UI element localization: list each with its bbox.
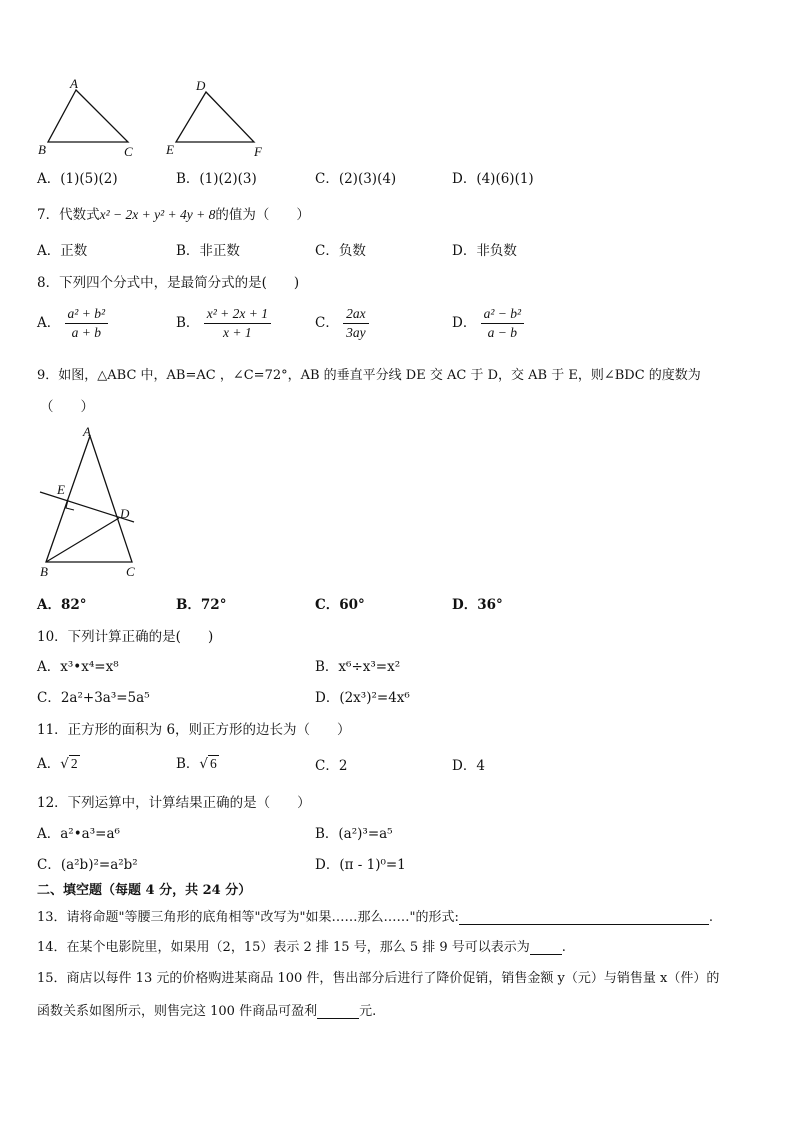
- q11-option-d[interactable]: D．4: [452, 758, 485, 774]
- q8-option-c[interactable]: [315, 305, 369, 342]
- similar-triangles-figure: [30, 76, 275, 160]
- q13-answer-blank[interactable]: [459, 924, 709, 925]
- q7-option-a[interactable]: A．正数: [37, 243, 88, 259]
- label-d: D: [196, 78, 206, 93]
- sqrt-sign-icon: √: [60, 756, 69, 772]
- q7-option-d[interactable]: D．非负数: [452, 243, 517, 259]
- q9-option-c[interactable]: C．60°: [315, 597, 365, 613]
- q8-option-a-label: A．: [37, 315, 61, 331]
- q13-stem: [37, 906, 713, 925]
- numerator: x² + 2x + 1: [204, 305, 271, 324]
- q8-option-a[interactable]: [37, 305, 108, 342]
- q9-paren: （ ）: [40, 399, 94, 415]
- q8-option-b[interactable]: [176, 305, 271, 342]
- q7-expression: x² − 2x + y² + 4y + 8: [99, 207, 216, 222]
- q15-stem-line1: 15．商店以每件 13 元的价格购进某商品 100 件，售出部分后进行了降价促销，销售金额 y（元）与销售量 x（件）的: [37, 971, 720, 986]
- numerator: 2ax: [343, 305, 369, 324]
- q9-option-d[interactable]: D．36°: [452, 597, 503, 613]
- q13-text: 13．请将命题"等腰三角形的底角相等"改写为"如果……那么……"的形式:: [37, 910, 459, 925]
- fig-label-b: B: [40, 564, 48, 579]
- q14-answer-blank[interactable]: [530, 954, 562, 955]
- numerator: a² + b²: [65, 305, 108, 324]
- q7-stem: [37, 203, 310, 223]
- q8-stem: 8．下列四个分式中，是最简分式的是( ): [37, 275, 300, 291]
- q15-text: 函数关系如图所示，则售完这 100 件商品可盈利: [37, 1004, 318, 1019]
- q9-stem: 9．如图，△ABC 中，AB=AC ，∠C=72°，AB 的垂直平分线 DE 交 AC 于 D，交 AB 于 E，则∠BDC 的度数为: [37, 368, 701, 383]
- q12-option-c[interactable]: C．(a²b)²=a²b²: [37, 857, 138, 873]
- section-title-fill-in: 二、填空题（每题 4 分，共 24 分）: [37, 883, 252, 898]
- radicand: 2: [70, 756, 78, 771]
- q8-option-d-fraction: [481, 305, 524, 342]
- triangle-abc: [48, 90, 128, 142]
- q12-option-d[interactable]: D．(π - 1)⁰=1: [315, 857, 406, 873]
- label-c: C: [124, 144, 133, 159]
- q8-option-d[interactable]: [452, 305, 524, 342]
- q15-stem-line2: [37, 1000, 376, 1019]
- q9-option-b[interactable]: B．72°: [176, 597, 227, 613]
- q8-option-c-fraction: [343, 305, 369, 342]
- q15-answer-blank[interactable]: [317, 1018, 359, 1019]
- q10-option-d[interactable]: D．(2x³)²=4x⁶: [315, 690, 410, 706]
- q6-option-d[interactable]: D．(4)(6)(1): [452, 171, 534, 187]
- q8-option-d-label: D．: [452, 315, 477, 331]
- label-a: A: [70, 76, 78, 91]
- q15-end: 元.: [359, 1004, 377, 1019]
- q6-option-a[interactable]: A．(1)(5)(2): [37, 171, 118, 187]
- fig-label-c: C: [126, 564, 135, 579]
- q6-option-b[interactable]: B．(1)(2)(3): [176, 171, 257, 187]
- q9-triangle-figure: [30, 424, 150, 580]
- q7-option-c[interactable]: C．负数: [315, 243, 366, 259]
- q12-option-b[interactable]: B．(a²)³=a⁵: [315, 826, 393, 842]
- denominator: a + b: [71, 325, 101, 340]
- q11-option-a[interactable]: [37, 752, 80, 772]
- q8-option-b-fraction: [204, 305, 271, 342]
- q14-stem: [37, 936, 566, 955]
- fig-label-e: E: [57, 482, 65, 497]
- q8-option-a-fraction: [65, 305, 108, 342]
- label-f: F: [254, 144, 262, 159]
- segment-bd: [46, 518, 119, 562]
- q10-stem: 10．下列计算正确的是( ): [37, 629, 214, 645]
- label-e: E: [166, 142, 174, 157]
- q6-option-c[interactable]: C．(2)(3)(4): [315, 171, 397, 187]
- q14-text: 14．在某个电影院里，如果用（2，15）表示 2 排 15 号，那么 5 排 9 号可以表示为: [37, 940, 530, 955]
- fig-label-a: A: [83, 424, 91, 439]
- q12-stem: 12．下列运算中，计算结果正确的是（ ）: [37, 795, 311, 811]
- q8-option-c-label: C．: [315, 315, 339, 331]
- q11-stem: 11．正方形的面积为 6，则正方形的边长为（ ）: [37, 722, 351, 738]
- q10-option-c[interactable]: C．2a²+3a³=5a⁵: [37, 690, 150, 706]
- q7-prefix: 7．代数式: [37, 207, 100, 223]
- numerator: a² − b²: [481, 305, 524, 324]
- label-b: B: [38, 142, 46, 157]
- q11-option-a-label: A．: [37, 756, 61, 772]
- q10-option-a[interactable]: A．x³•x⁴=x⁸: [37, 659, 119, 675]
- q14-end: .: [561, 940, 566, 955]
- triangle-abc-isosceles: [46, 436, 132, 562]
- fig-label-d: D: [120, 506, 130, 521]
- q11-option-b-label: B．: [176, 756, 200, 772]
- denominator: x + 1: [223, 325, 252, 340]
- denominator: a − b: [487, 325, 518, 340]
- q7-suffix: 的值为（ ）: [215, 207, 310, 223]
- sqrt-sign-icon: √: [199, 756, 209, 772]
- q10-option-b[interactable]: B．x⁶÷x³=x²: [315, 659, 401, 675]
- q13-end: .: [708, 910, 713, 925]
- radicand: 6: [210, 756, 217, 771]
- q9-option-a[interactable]: A．82°: [37, 597, 87, 613]
- q8-option-b-label: B．: [176, 315, 200, 331]
- q7-option-b[interactable]: B．非正数: [176, 243, 240, 259]
- denominator: 3ay: [346, 325, 366, 340]
- q12-option-a[interactable]: A．a²•a³=a⁶: [37, 826, 120, 842]
- triangle-def: [176, 92, 254, 142]
- q11-option-b[interactable]: [176, 752, 219, 772]
- q11-option-c[interactable]: C．2: [315, 758, 348, 774]
